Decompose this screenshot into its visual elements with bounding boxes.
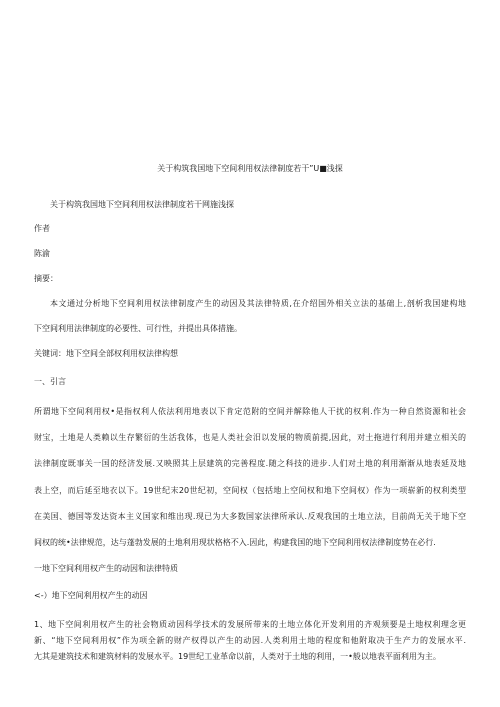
section-heading-intro: 一、引言 — [34, 377, 66, 386]
intro-line: 法律制度既事关一国的经济发展.又映照其上层建筑的完善程度.随之科技的进步.人们对土地的利用渐渐从地表延及地 — [34, 459, 466, 468]
intro-line: 表上空，而后延至地衣以下。19世纪末20世纪初，空间权（包括地上空间权和地下空间权）作为一项崭新的权利类型 — [34, 486, 466, 495]
intro-line: 财宝，土地是人类赖以生存繁衍的生活我体，也是人类社会汨以发展的物质前提,因此，对土拖进行利用并建立相关的 — [34, 433, 466, 442]
intro-line: 间权的统•法律规范，达与蓬勃发展的土地利用现状格格不入.因此，构建我国的地下空间利用权法律制度势在必行. — [34, 538, 436, 547]
subsection-heading: <-）地下空间利用权产生的动因 — [34, 591, 148, 600]
abstract-line: 本文通过分析地下空间利用权法律制度产生的动因及其法律特质,在介绍国外相关立法的基础上,剖析我国建构地 — [50, 299, 466, 308]
intro-line: 所谓地下空间利用权•是指权利人依法利用地表以下肯定范附的空间并解除他人干扰的权利.作为一种自然资源和社会 — [34, 407, 466, 416]
body-line: 1、地下空间利用权产生的社会物质动因科学技术的发展所带来的土地立体化开发利用的齐观须要是土地权利理念更 — [34, 620, 466, 629]
subtitle: 关于构筑我国地下空间利用权法律制度若干网施浅探 — [50, 200, 234, 209]
abstract-line: 下空间利用法律制度的必要性、可行性，并提出具体措施。 — [34, 324, 242, 333]
abstract-label: 摘要： — [34, 274, 58, 283]
section-heading: 一地下空间利用权产生的动因和法律特质 — [34, 564, 178, 573]
keywords: 关键词：地下空间全部权利用权法律构想 — [34, 349, 178, 358]
body-line: 新、“地下空间利用权”作为项全新的财产权得以产生的动因.人类利用土地的程度和他附取决于生产力的发展水平. — [34, 636, 466, 645]
intro-line: 在美国、德国等发达资本主义国家和维出现.现已为大多数国家法律所承认.反观我国的土地立法，目前尚无关于地下空 — [34, 512, 466, 521]
author-label: 作者 — [34, 224, 50, 233]
document-title: 关于构筑我国地下空间利用权法律制度若干”U■浅探 — [157, 164, 343, 173]
author-name: 陈渝 — [34, 249, 50, 258]
body-line: 尢其是建筑技术和建筑材料的发展水平。19世纪工业革命以前，人类对于土地的利用，一•般以地表平面利用为主。 — [34, 652, 441, 661]
